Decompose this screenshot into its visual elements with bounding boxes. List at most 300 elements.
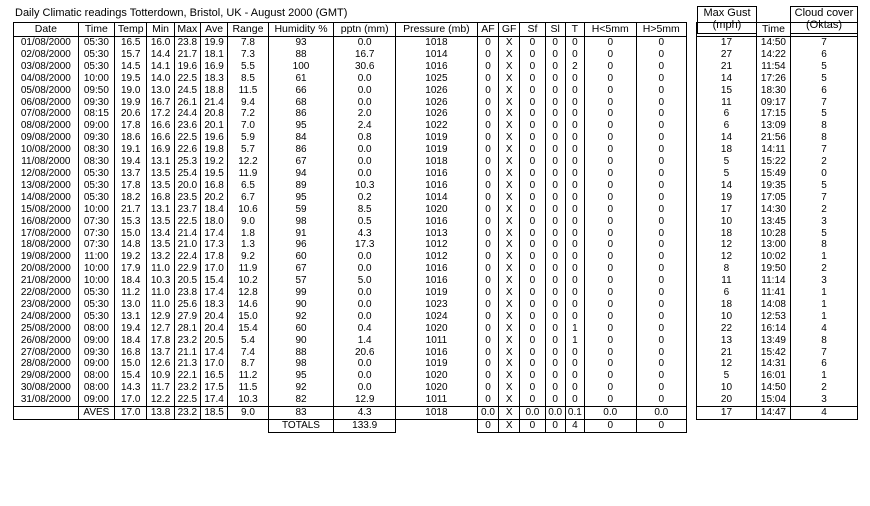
cell: 93: [268, 37, 334, 49]
cell: 0: [520, 370, 545, 382]
cell: 11.0: [147, 299, 174, 311]
table-row: [14, 263, 858, 275]
cell: 19.2: [115, 251, 147, 263]
cell: 24/08/2000: [14, 311, 79, 323]
cell: 90: [268, 299, 334, 311]
cell: 20.4: [200, 323, 227, 335]
cell: 0: [545, 251, 565, 263]
cell: 0: [584, 120, 636, 132]
cell: 0: [545, 370, 565, 382]
cell: 18.3: [200, 299, 227, 311]
spacer: [687, 275, 697, 287]
cell: 14:50: [756, 37, 790, 49]
spacer: [687, 335, 697, 347]
cell: 08/08/2000: [14, 120, 79, 132]
cell: 0.0: [334, 97, 396, 109]
cell: 26/08/2000: [14, 335, 79, 347]
cell: 19.9: [200, 37, 227, 49]
cell: 25.3: [174, 156, 200, 168]
cell: 0: [636, 180, 687, 192]
cell: 22.5: [174, 132, 200, 144]
cell: 1012: [396, 239, 478, 251]
cell: 0: [477, 382, 498, 394]
cell: 0: [520, 85, 545, 97]
cell: 0: [565, 287, 584, 299]
table-row: [14, 335, 858, 347]
cell: 5.9: [228, 132, 268, 144]
cell: 0: [565, 156, 584, 168]
cell: 10:00: [78, 204, 114, 216]
cell: 20.4: [200, 311, 227, 323]
cloud-cover-unit: (Oktas): [805, 19, 843, 31]
cell: X: [499, 192, 520, 204]
cell: 0: [584, 192, 636, 204]
cell: 83: [268, 407, 334, 420]
table-row: [14, 97, 858, 109]
cell: 16.7: [147, 97, 174, 109]
cell: 0: [565, 73, 584, 85]
cell: 0: [636, 204, 687, 216]
table-row: [14, 358, 858, 370]
cell: 6: [791, 49, 858, 61]
table-row: [14, 49, 858, 61]
cell: 0: [565, 144, 584, 156]
cell: 0: [477, 97, 498, 109]
cell: 25.4: [174, 168, 200, 180]
cell: 1014: [396, 49, 478, 61]
cell: 0: [545, 168, 565, 180]
cell: 18: [697, 144, 757, 156]
cell: 0: [584, 394, 636, 406]
cell: 0: [584, 97, 636, 109]
cell: 11.9: [228, 263, 268, 275]
cell: 23.7: [174, 204, 200, 216]
cell: 06/08/2000: [14, 97, 79, 109]
cell: 0.0: [477, 407, 498, 420]
cell: 23.2: [174, 407, 200, 420]
cell: 1018: [396, 37, 478, 49]
cell: 92: [268, 311, 334, 323]
cell: 0: [565, 239, 584, 251]
cell: 0: [636, 251, 687, 263]
cell: 90: [268, 335, 334, 347]
cell: 19: [697, 192, 757, 204]
cell: 05:30: [78, 49, 114, 61]
cell: 7: [791, 37, 858, 49]
cell: 0: [477, 120, 498, 132]
cell: 0: [545, 382, 565, 394]
cell: 17.9: [115, 263, 147, 275]
cell: X: [499, 204, 520, 216]
cell: 1020: [396, 370, 478, 382]
cell: [14, 420, 79, 433]
spacer: [687, 37, 697, 49]
cell: X: [499, 168, 520, 180]
cell: 0: [636, 192, 687, 204]
cell: 0: [520, 287, 545, 299]
cell: 14.1: [147, 61, 174, 73]
cell: 17.8: [115, 120, 147, 132]
spacer: [687, 420, 697, 433]
cell: 0: [545, 97, 565, 109]
cell: 19/08/2000: [14, 251, 79, 263]
cell: 0.0: [520, 407, 545, 420]
spacer: [687, 228, 697, 240]
cell: 0: [565, 97, 584, 109]
table-row: [14, 132, 858, 144]
spacer: [687, 132, 697, 144]
cell: 07:30: [78, 239, 114, 251]
cell: 0.5: [334, 216, 396, 228]
cell: [791, 23, 858, 37]
cell: 18.4: [115, 275, 147, 287]
cell: X: [499, 49, 520, 61]
cell: 1026: [396, 108, 478, 120]
table-row: [14, 204, 858, 216]
cell: 13.1: [115, 311, 147, 323]
table-row: [14, 192, 858, 204]
cell: 0: [636, 370, 687, 382]
cell: 14:11: [756, 144, 790, 156]
cell: 0: [520, 420, 545, 433]
cell: 13.7: [115, 168, 147, 180]
cell: 12: [697, 358, 757, 370]
cell: 0: [477, 108, 498, 120]
spacer: [687, 73, 697, 85]
cell: 0: [565, 192, 584, 204]
cell: 0.2: [334, 192, 396, 204]
cell: 17.0: [200, 263, 227, 275]
table-row: [14, 311, 858, 323]
cell: 0.0: [334, 85, 396, 97]
cell: [174, 420, 200, 433]
cell: 0: [636, 85, 687, 97]
cell: 14: [697, 73, 757, 85]
cell: X: [499, 132, 520, 144]
cell: 2: [791, 156, 858, 168]
cell: 0.4: [334, 323, 396, 335]
cell: Date: [14, 23, 79, 37]
cell: 0: [477, 347, 498, 359]
spacer: [687, 204, 697, 216]
table-row: [14, 323, 858, 335]
cell: 10:00: [78, 73, 114, 85]
spacer: [687, 251, 697, 263]
cell: 09:30: [78, 132, 114, 144]
cell: 08:30: [78, 156, 114, 168]
cell: 0: [636, 420, 687, 433]
spacer: [687, 192, 697, 204]
cell: 0.0: [545, 407, 565, 420]
cell: 1016: [396, 263, 478, 275]
cell: 09:17: [756, 97, 790, 109]
cell: 7: [791, 347, 858, 359]
cell: 95: [268, 192, 334, 204]
cell: 21.7: [174, 49, 200, 61]
cell: 0: [477, 216, 498, 228]
cell: 92: [268, 382, 334, 394]
cell: [147, 420, 174, 433]
cell: X: [499, 311, 520, 323]
cell: 1026: [396, 97, 478, 109]
cell: 0: [636, 73, 687, 85]
cell: GF: [499, 23, 520, 37]
spacer: [687, 239, 697, 251]
cell: 18/08/2000: [14, 239, 79, 251]
cell: 12: [697, 239, 757, 251]
cell: 15.7: [115, 49, 147, 61]
cell: 05:30: [78, 37, 114, 49]
cell: 1024: [396, 311, 478, 323]
cell: 11.5: [228, 85, 268, 97]
cell: X: [499, 263, 520, 275]
cell: 0: [565, 228, 584, 240]
cell: 1020: [396, 204, 478, 216]
cell: 4.3: [334, 228, 396, 240]
cell: 0: [545, 192, 565, 204]
cell: [396, 420, 478, 433]
cell: [756, 420, 790, 433]
cell: 0: [520, 37, 545, 49]
cell: 10: [697, 311, 757, 323]
cell: 16.5: [115, 37, 147, 49]
cell: 0: [584, 382, 636, 394]
cell: 14.8: [115, 239, 147, 251]
cell: 12/08/2000: [14, 168, 79, 180]
cell: 5: [697, 168, 757, 180]
cell: X: [499, 120, 520, 132]
cell: 18.4: [200, 204, 227, 216]
cell: 1013: [396, 228, 478, 240]
cell: 4: [791, 323, 858, 335]
cell: 0: [636, 228, 687, 240]
cell: 0: [520, 275, 545, 287]
cell: 7.8: [228, 37, 268, 49]
cell: 0.1: [565, 407, 584, 420]
cell: 21.4: [200, 97, 227, 109]
cell: 07:30: [78, 228, 114, 240]
cell: 0: [584, 239, 636, 251]
cell: 0: [584, 85, 636, 97]
cell: 67: [268, 156, 334, 168]
cell: 0.0: [334, 263, 396, 275]
cell: 17.0: [115, 407, 147, 420]
cell: 14.6: [228, 299, 268, 311]
cell: 1020: [396, 382, 478, 394]
cell: [200, 420, 227, 433]
cell: 0.0: [334, 287, 396, 299]
cell: T: [565, 23, 584, 37]
cell: 2: [791, 204, 858, 216]
cell: 23/08/2000: [14, 299, 79, 311]
cell: 13:45: [756, 216, 790, 228]
cell: 19.4: [115, 323, 147, 335]
cell: 5: [697, 156, 757, 168]
cell: 20.2: [200, 192, 227, 204]
cell: 0: [636, 168, 687, 180]
cell: 0: [636, 49, 687, 61]
cell: 11.5: [228, 382, 268, 394]
cell: 1023: [396, 299, 478, 311]
cell: 05:30: [78, 192, 114, 204]
table-row: [14, 168, 858, 180]
cell: 14: [697, 132, 757, 144]
cell: 10.2: [228, 275, 268, 287]
cell: 18: [697, 299, 757, 311]
cell: 13: [697, 335, 757, 347]
cell: 16.9: [147, 144, 174, 156]
cell: 0: [565, 49, 584, 61]
cell: 86: [268, 144, 334, 156]
cell: 20/08/2000: [14, 263, 79, 275]
cell: 98: [268, 216, 334, 228]
cell: Min: [147, 23, 174, 37]
cell: X: [499, 407, 520, 420]
cell: 11:41: [756, 287, 790, 299]
cell: 0: [477, 251, 498, 263]
cell: 100: [268, 61, 334, 73]
cell: 0: [565, 370, 584, 382]
cell: 17:26: [756, 73, 790, 85]
cell: 27.9: [174, 311, 200, 323]
cell: 20.5: [200, 335, 227, 347]
cell: 0: [584, 347, 636, 359]
cell: 98: [268, 358, 334, 370]
cell: 68: [268, 97, 334, 109]
cell: 17.4: [200, 394, 227, 406]
cell: 13/08/2000: [14, 180, 79, 192]
cell: 0: [477, 61, 498, 73]
cell: 1018: [396, 407, 478, 420]
cell: 1: [791, 311, 858, 323]
table-row: [14, 394, 858, 406]
max-gust-unit: (mph): [712, 19, 742, 31]
spacer: [687, 97, 697, 109]
cell: 0: [565, 120, 584, 132]
cell: 13.5: [147, 168, 174, 180]
cell: 0: [565, 132, 584, 144]
cell: 0: [477, 228, 498, 240]
cell: 0.0: [334, 73, 396, 85]
table-row: [14, 108, 858, 120]
cell: 0.0: [334, 370, 396, 382]
cell: 09:00: [78, 358, 114, 370]
cell: 17.4: [200, 347, 227, 359]
cell: X: [499, 97, 520, 109]
cell: 0: [636, 37, 687, 49]
cell: 1: [565, 323, 584, 335]
cell: 94: [268, 168, 334, 180]
spacer: [687, 168, 697, 180]
cell: X: [499, 382, 520, 394]
cell: 0: [520, 347, 545, 359]
cell: 15.4: [228, 323, 268, 335]
cell: 1: [565, 335, 584, 347]
cell: 25/08/2000: [14, 323, 79, 335]
cell: 0: [545, 299, 565, 311]
cell: 15.4: [115, 370, 147, 382]
cell: X: [499, 275, 520, 287]
cell: 20.0: [174, 180, 200, 192]
cell: 2: [791, 263, 858, 275]
cell: 22: [697, 323, 757, 335]
cell: 0: [545, 132, 565, 144]
spacer: [687, 23, 697, 37]
cell: 0: [636, 382, 687, 394]
cell: 5.4: [228, 335, 268, 347]
cell: 09:50: [78, 85, 114, 97]
cell: 7.4: [228, 347, 268, 359]
cell: 14:22: [756, 49, 790, 61]
cell: 0: [636, 61, 687, 73]
cell: 05:30: [78, 61, 114, 73]
cell: 24.5: [174, 85, 200, 97]
table-row: [14, 382, 858, 394]
cell: 17.0: [115, 394, 147, 406]
cell: 6: [697, 120, 757, 132]
cell: 0: [545, 239, 565, 251]
cell: 13:00: [756, 239, 790, 251]
cell: 0.0: [334, 251, 396, 263]
cell: 60: [268, 251, 334, 263]
cell: 0: [545, 358, 565, 370]
cell: 0: [636, 275, 687, 287]
cell: 13.5: [147, 180, 174, 192]
cell: 5: [697, 370, 757, 382]
cell: Time: [78, 23, 114, 37]
cell: 19.6: [174, 61, 200, 73]
cell: X: [499, 228, 520, 240]
cell: 12.9: [334, 394, 396, 406]
cell: 7: [791, 144, 858, 156]
cell: 1016: [396, 180, 478, 192]
cell: 25.6: [174, 299, 200, 311]
cell: 08:15: [78, 108, 114, 120]
cell: 8: [791, 335, 858, 347]
cell: 0: [565, 382, 584, 394]
cell: 18.0: [200, 216, 227, 228]
table-row: [14, 370, 858, 382]
cell: 0: [477, 204, 498, 216]
spacer: [687, 120, 697, 132]
cell: 21.3: [174, 358, 200, 370]
cell: 0: [545, 394, 565, 406]
cell: TOTALS: [268, 420, 334, 433]
cell: 0: [584, 335, 636, 347]
cell: 96: [268, 239, 334, 251]
cell: 0: [477, 180, 498, 192]
cell: 13.1: [147, 204, 174, 216]
cell: Sl: [545, 23, 565, 37]
cell: 1016: [396, 347, 478, 359]
cell: 15.3: [115, 216, 147, 228]
cell: 16.8: [147, 192, 174, 204]
cell: X: [499, 358, 520, 370]
table-row: [14, 180, 858, 192]
cell: 0: [584, 168, 636, 180]
cell: 0: [545, 180, 565, 192]
table-row: [14, 85, 858, 97]
spacer: [687, 323, 697, 335]
cell: 0: [520, 358, 545, 370]
cell: 08:00: [78, 323, 114, 335]
cell: 1019: [396, 287, 478, 299]
cell: 0: [520, 239, 545, 251]
spacer: [687, 108, 697, 120]
cell: 8.7: [228, 358, 268, 370]
cell: 4.3: [334, 407, 396, 420]
cell: 17.3: [334, 239, 396, 251]
